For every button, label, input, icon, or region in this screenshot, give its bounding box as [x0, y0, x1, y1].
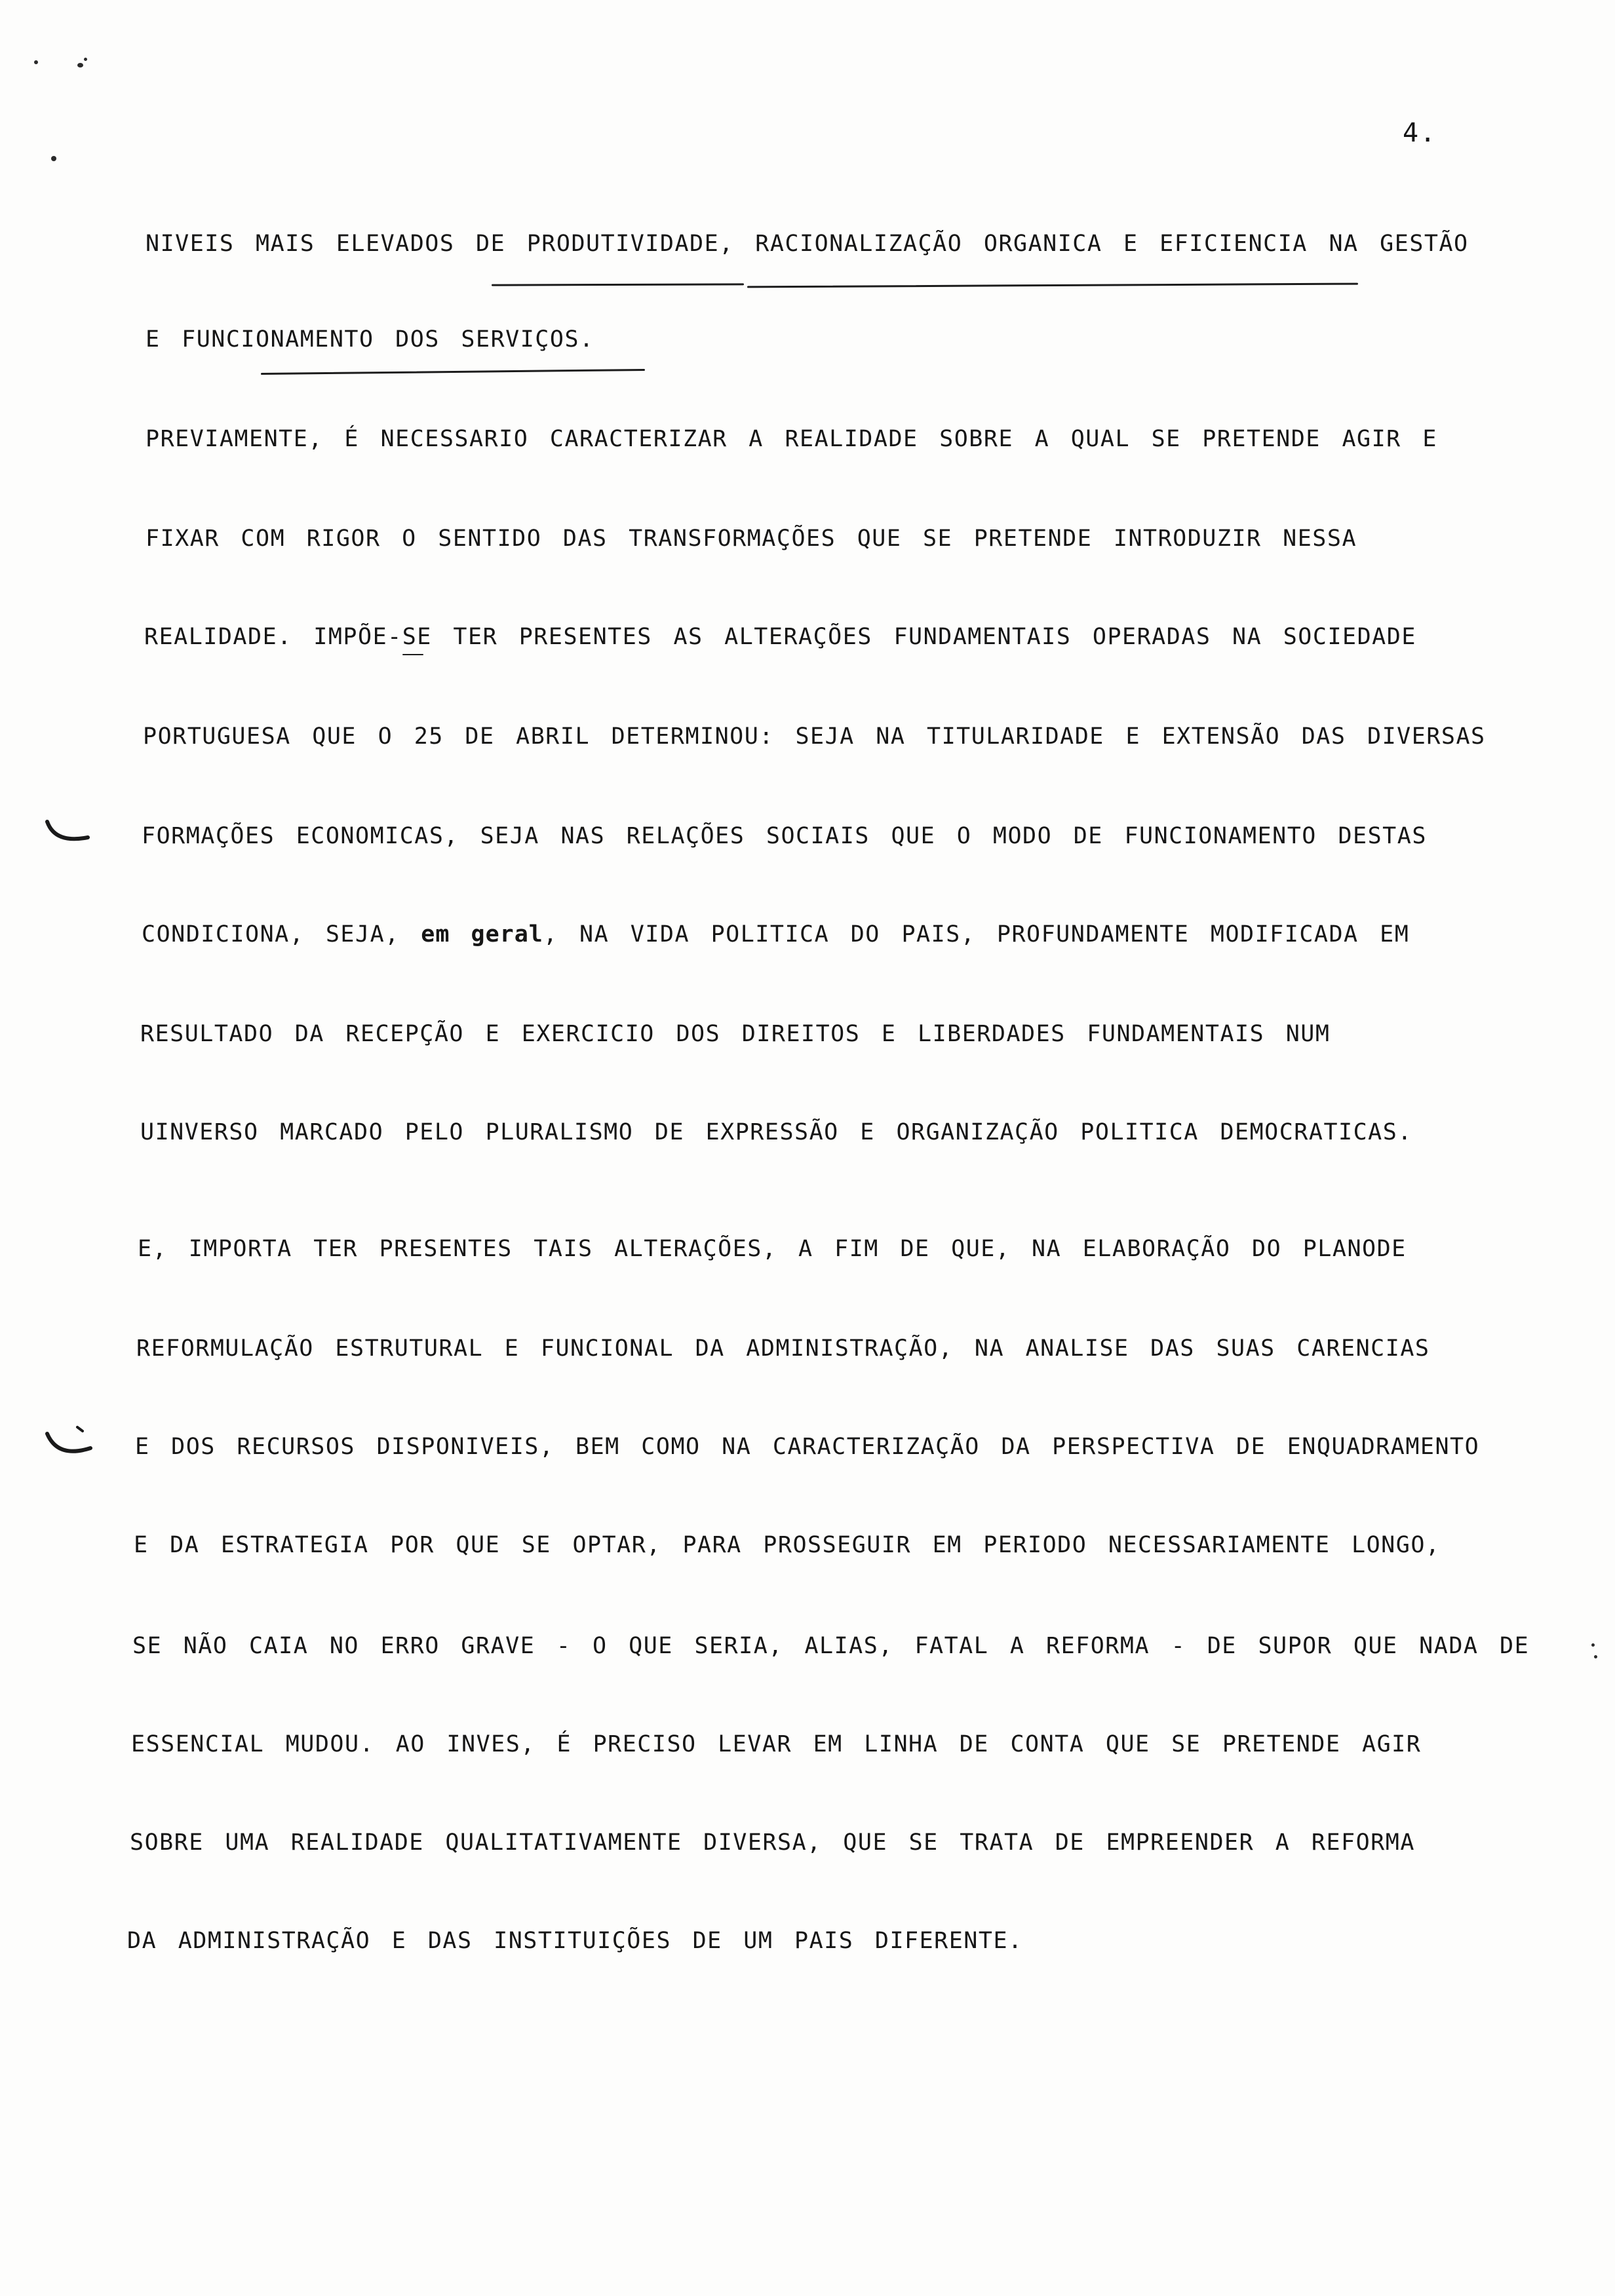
text-line: E DA ESTRATEGIA POR QUE SE OPTAR, PARA PROSSEGUIR EM PERIODO NECESSARIAMENTE LONGO,: [134, 1532, 1441, 1558]
text-line: ESSENCIAL MUDOU. AO INVES, É PRECISO LEVAR EM LINHA DE CONTA QUE SE PRETENDE AGIR: [131, 1731, 1422, 1757]
text-line: NIVEIS MAIS ELEVADOS DE PRODUTIVIDADE, RACIONALIZAÇÃO ORGANICA E EFICIENCIA NA GESTÃO: [146, 231, 1469, 257]
scan-speck: [1591, 1643, 1595, 1647]
underline-mark: [747, 283, 1358, 288]
text-line: RESULTADO DA RECEPÇÃO E EXERCICIO DOS DIREITOS E LIBERDADES FUNDAMENTAIS NUM: [140, 1021, 1331, 1047]
underline-mark: [492, 283, 744, 286]
text-line: E FUNCIONAMENTO DOS SERVIÇOS.: [146, 326, 594, 353]
text-segment: , NA VIDA POLITICA DO PAIS, PROFUNDAMENTE MODIFICADA EM: [543, 921, 1410, 947]
scan-speck: [77, 63, 83, 67]
underline-mark: [402, 654, 423, 655]
text-line: FIXAR COM RIGOR O SENTIDO DAS TRANSFORMAÇÕES QUE SE PRETENDE INTRODUZIR NESSA: [146, 526, 1357, 552]
text-line: UINVERSO MARCADO PELO PLURALISMO DE EXPRESSÃO E ORGANIZAÇÃO POLITICA DEMOCRATICAS.: [140, 1119, 1412, 1145]
margin-punch-mark: [43, 818, 92, 851]
text-line: [142, 920, 1409, 949]
text-segment: CONDICIONA, SEJA,: [142, 921, 421, 947]
text-line: DA ADMINISTRAÇÃO E DAS INSTITUIÇÕES DE UM PAIS DIFERENTE.: [127, 1928, 1023, 1954]
scan-speck: [34, 60, 38, 64]
scan-speck: [1594, 1655, 1597, 1658]
text-line: E, IMPORTA TER PRESENTES TAIS ALTERAÇÕES, A FIM DE QUE, NA ELABORAÇÃO DO PLANODE: [138, 1236, 1407, 1262]
text-line: PORTUGUESA QUE O 25 DE ABRIL DETERMINOU: SEJA NA TITULARIDADE E EXTENSÃO DAS DIVERSAS: [143, 723, 1486, 750]
text-line: FORMAÇÕES ECONOMICAS, SEJA NAS RELAÇÕES SOCIAIS QUE O MODO DE FUNCIONAMENTO DESTAS: [142, 823, 1427, 849]
emphasis-text: em geral: [421, 921, 543, 947]
text-line: PREVIAMENTE, É NECESSARIO CARACTERIZAR A REALIDADE SOBRE A QUAL SE PRETENDE AGIR E: [146, 426, 1437, 452]
margin-punch-mark: [43, 1422, 96, 1464]
text-line: SOBRE UMA REALIDADE QUALITATIVAMENTE DIVERSA, QUE SE TRATA DE EMPREENDER A REFORMA: [130, 1829, 1415, 1856]
text-line: E DOS RECURSOS DISPONIVEIS, BEM COMO NA CARACTERIZAÇÃO DA PERSPECTIVA DE ENQUADRAMENTO: [135, 1434, 1480, 1460]
scan-speck: [84, 58, 87, 61]
text-line: REALIDADE. IMPÕE-SE TER PRESENTES AS ALTERAÇÕES FUNDAMENTAIS OPERADAS NA SOCIEDADE: [144, 624, 1416, 650]
text-line: SE NÃO CAIA NO ERRO GRAVE - O QUE SERIA, ALIAS, FATAL A REFORMA - DE SUPOR QUE NADA DE: [132, 1633, 1530, 1659]
underline-mark: [261, 369, 645, 375]
scan-speck: [51, 156, 56, 161]
page-number: 4.: [1403, 118, 1437, 148]
text-line: REFORMULAÇÃO ESTRUTURAL E FUNCIONAL DA ADMINISTRAÇÃO, NA ANALISE DAS SUAS CARENCIAS: [136, 1335, 1430, 1362]
